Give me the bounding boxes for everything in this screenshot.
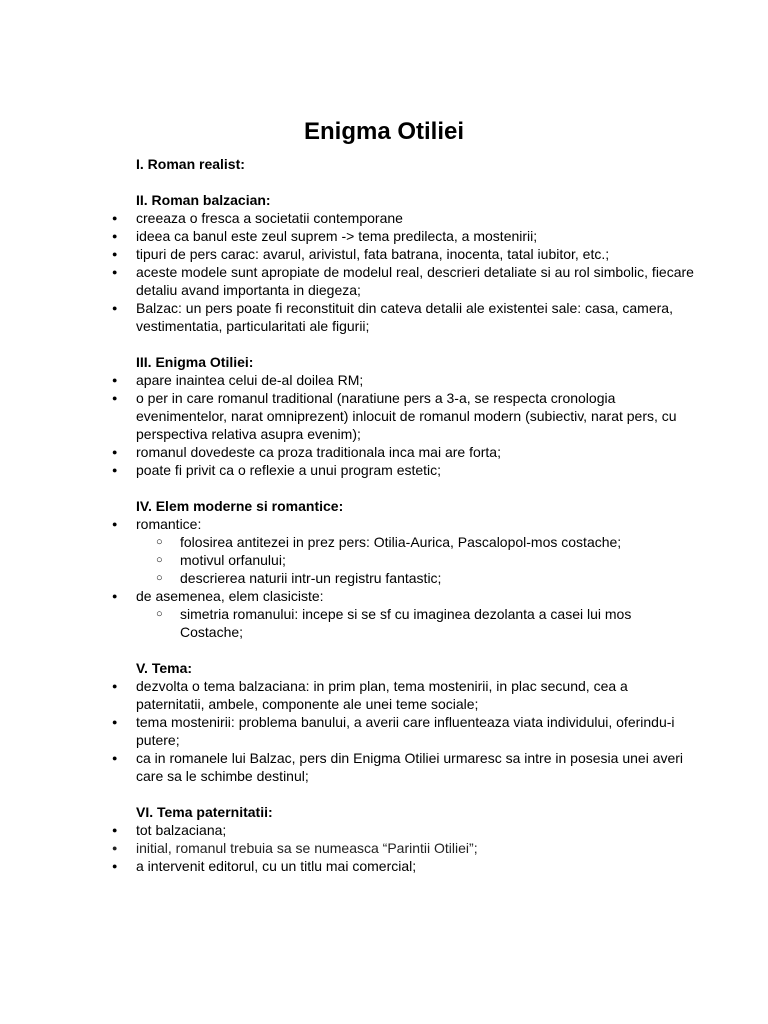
list-item: ● ideea ca banul este zeul suprem -> tema predilecta, a mostenirii; [136,227,696,245]
list-item: ● o per in care romanul traditional (naratiune pers a 3-a, se respecta cronologia evenimentelor, narat omniprezent) inlocuit de romanul modern (subiectiv, narat pers, cu perspectiva relativa asupra evenim); [136,389,696,443]
list-item: ● Balzac: un pers poate fi reconstituit din cateva detalii ale existentei sale: casa, camera, vestimentatia, particularitati ale figurii; [136,299,696,335]
bullet-list-enigma-otiliei [0,371,768,479]
list-item: ● dezvolta o tema balzaciana: in prim plan, tema mostenirii, in plac secund, cea a paternitatii, ambele, componente ale unei teme sociale; [136,677,696,713]
document-body [0,155,768,875]
list-item: ● ca in romanele lui Balzac, pers din Enigma Otiliei urmaresc sa intre in posesia unei averi care sa le schimbe destinul; [136,749,696,785]
section-heading-elem-moderne: IV. Elem moderne si romantice: [136,498,344,514]
list-item: ● tot balzaciana; [136,821,696,839]
bullet-list-tema [0,677,768,785]
list-item: ● initial, romanul trebuia sa se numeasca “Parintii Otiliei”; [136,839,696,857]
list-item: ● de asemenea, elem clasiciste: [136,587,696,605]
sub-list-item: ○ motivul orfanului; [180,551,690,569]
list-item: ● romanul dovedeste ca proza traditionala inca mai are forta; [136,443,696,461]
document-title: Enigma Otiliei [303,118,465,145]
list-item: ● a intervenit editorul, cu un titlu mai comercial; [136,857,696,875]
section-heading-tema-paternitatii: VI. Tema paternitatii: [136,804,273,820]
sub-list-item: ○ folosirea antitezei in prez pers: Otilia-Aurica, Pascalopol-mos costache; [180,533,690,551]
section-heading-tema: V. Tema: [136,660,193,676]
sub-list-item: ○ simetria romanului: incepe si se sf cu imaginea dezolanta a casei lui mos Costache; [180,605,690,641]
list-item: ● tipuri de pers carac: avarul, arivistul, fata batrana, inocenta, tatal iubitor, etc.; [136,245,696,263]
list-item: ● creeaza o fresca a societatii contemporane [136,209,696,227]
list-item: ● tema mostenirii: problema banului, a averii care influenteaza viata individului, oferindu-i putere; [136,713,696,749]
section-heading-roman-realist: I. Roman realist: [136,156,245,172]
list-item: ● poate fi privit ca o reflexie a unui program estetic; [136,461,696,479]
sub-list-item: ○ descrierea naturii intr-un registru fantastic; [180,569,690,587]
bullet-list-tema-paternitatii [0,821,768,875]
list-item: ● aceste modele sunt apropiate de modelul real, descrieri detaliate si au rol simbolic, fiecare detaliu avand importanta in diegeza; [136,263,696,299]
list-item: ● romantice: [136,515,696,533]
bullet-list-roman-balzacian [0,209,768,335]
section-heading-enigma-otiliei: III. Enigma Otiliei: [136,354,254,370]
bullet-list-elem-moderne [0,515,768,641]
section-heading-roman-balzacian: II. Roman balzacian: [136,192,271,208]
list-item: ● apare inaintea celui de-al doilea RM; [136,371,696,389]
